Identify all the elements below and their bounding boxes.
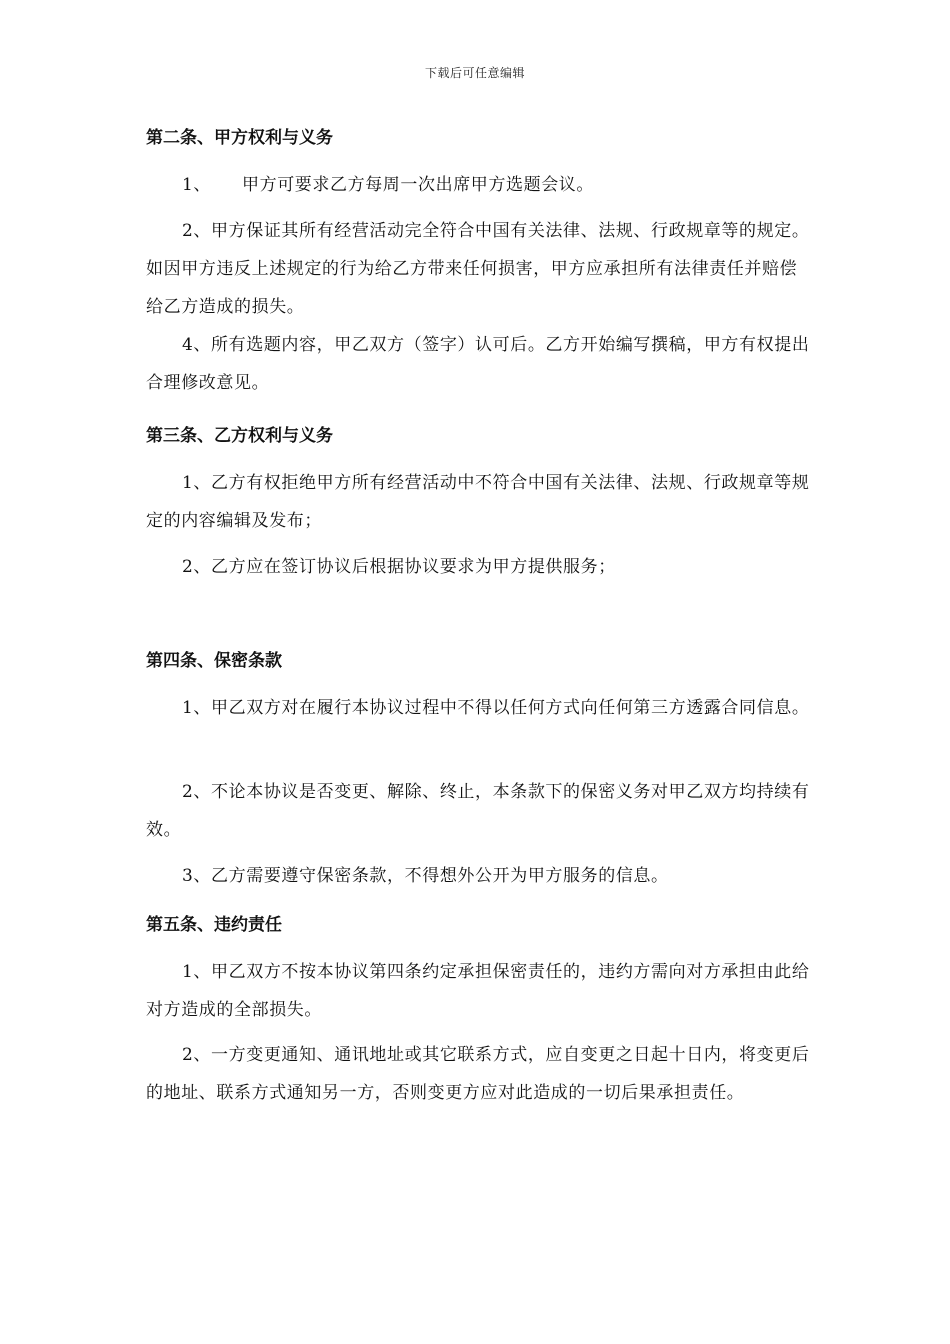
clause-paragraph: 2、一方变更通知、通讯地址或其它联系方式，应自变更之日起十日内，将变更后的地址、联系方式通知另一方，否则变更方应对此造成的一切后果承担责任。 [146, 1045, 810, 1103]
clause-paragraph: 2、乙方应在签订协议后根据协议要求为甲方提供服务； [182, 557, 616, 577]
clause-paragraph: 2、不论本协议是否变更、解除、终止，本条款下的保密义务对甲乙双方均持续有效。 [146, 782, 810, 840]
section-heading: 第二条、甲方权利与义务 [146, 128, 333, 148]
section-heading: 第三条、乙方权利与义务 [146, 426, 333, 446]
section-heading: 第四条、保密条款 [146, 651, 282, 671]
section-heading: 第五条、违约责任 [146, 915, 282, 935]
clause-text: 甲方可要求乙方每周一次出席甲方选题会议。 [242, 175, 594, 195]
clause-paragraph: 4、所有选题内容，甲乙双方（签字）认可后。乙方开始编写撰稿，甲方有权提出合理修改意见。 [146, 335, 810, 393]
clause-paragraph: 1、甲乙双方不按本协议第四条约定承担保密责任的，违约方需向对方承担由此给对方造成的全部损失。 [146, 962, 810, 1020]
clause-paragraph: 2、甲方保证其所有经营活动完全符合中国有关法律、法规、行政规章等的规定。如因甲方违反上述规定的行为给乙方带来任何损害，甲方应承担所有法律责任并赔偿给乙方造成的损失。 [146, 221, 810, 317]
clause-number: 1、 [182, 175, 212, 195]
clause-paragraph: 1、甲乙双方对在履行本协议过程中不得以任何方式向任何第三方透露合同信息。 [182, 698, 810, 718]
page-header: 下载后可任意编辑 [424, 66, 525, 80]
clause-paragraph [146, 166, 810, 204]
clause-paragraph: 3、乙方需要遵守保密条款，不得想外公开为甲方服务的信息。 [182, 866, 669, 886]
clause-paragraph: 1、乙方有权拒绝甲方所有经营活动中不符合中国有关法律、法规、行政规章等规定的内容编辑及发布； [146, 473, 810, 531]
